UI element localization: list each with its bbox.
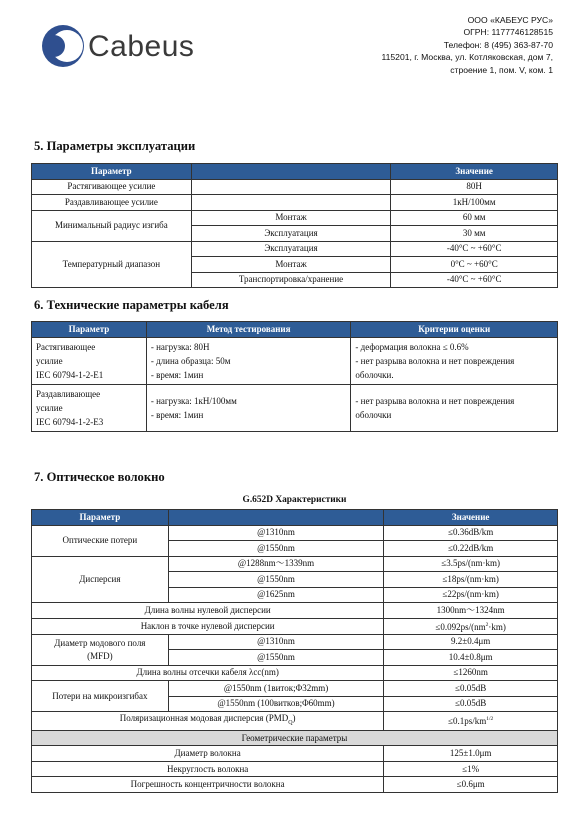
condition-cell: @1310nm xyxy=(168,525,384,541)
condition-cell: Монтаж xyxy=(191,257,391,273)
value-cell: ≤0.36dB/km xyxy=(384,525,558,541)
param-cell: Температурный диапазон xyxy=(32,241,192,288)
header-criteria: Критерии оценки xyxy=(351,322,558,338)
condition-cell: @1310nm xyxy=(168,634,384,650)
table-row xyxy=(32,337,558,384)
value-cell: ≤0.05dB xyxy=(384,681,558,697)
value-cell: 60 мм xyxy=(391,210,558,226)
param-cell: Длина волны отсечки кабеля λcc(nm) xyxy=(32,665,384,681)
param-cell: Потери на микроизгибах xyxy=(32,681,169,712)
condition-cell: @1550nm (100витков;Φ60mm) xyxy=(168,696,384,712)
table-row xyxy=(32,712,558,731)
header-value: Значение xyxy=(391,164,558,180)
value-cell: 9.2±0.4μm xyxy=(384,634,558,650)
value-cell: ≤0.22dB/km xyxy=(384,541,558,557)
optical-fiber-table xyxy=(31,509,558,793)
param-cell: Дисперсия xyxy=(32,556,169,603)
value-cell: 30 мм xyxy=(391,226,558,242)
table-row xyxy=(32,730,558,746)
value-cell: 0°С ~ +60°С xyxy=(391,257,558,273)
table-row xyxy=(32,210,558,226)
param-cell: Некруглость волокна xyxy=(32,761,384,777)
param-cell: Оптические потери xyxy=(32,525,169,556)
header-param: Параметр xyxy=(32,322,147,338)
value-cell: $\le 0.1ps/km^{1/2}$ xyxy=(384,712,558,731)
header-method: Метод тестирования xyxy=(146,322,351,338)
value-cell: $\le 0.092ps/(nm^2\cdot km)$ xyxy=(384,618,558,634)
value-cell: ≤3.5ps/(nm·km) xyxy=(384,556,558,572)
table-caption: G.652D Характеристики xyxy=(242,495,347,505)
table-row xyxy=(32,681,558,697)
criteria-cell: - нет разрыва волокна и нет повреждения оболочки xyxy=(351,384,558,431)
value-cell: 1кН/100мм xyxy=(391,195,558,211)
value-cell: ≤18ps/(nm·km) xyxy=(384,572,558,588)
value-cell: 125±1.0μm xyxy=(384,746,558,762)
section-5-title: 5. Параметры эксплуатации xyxy=(34,139,196,153)
method-cell: - нагрузка: 1кН/100мм - время: 1мин xyxy=(146,384,351,431)
value-cell: ≤22ps/(nm·km) xyxy=(384,587,558,603)
company-line: Телефон: 8 (495) 363-87-70 xyxy=(443,39,553,50)
param-cell: Растягивающее усилие xyxy=(32,179,192,195)
value-cell: ≤1260nm xyxy=(384,665,558,681)
company-details xyxy=(381,14,553,76)
header-param: Параметр xyxy=(32,510,169,526)
table-row xyxy=(32,665,558,681)
param-cell: Погрешность концентричности волокна xyxy=(32,777,384,793)
tech-params-table xyxy=(31,321,558,432)
table-row xyxy=(32,241,558,257)
value-cell: 1300nm～1324nm xyxy=(384,603,558,619)
value-cell: ≤1% xyxy=(384,761,558,777)
condition-cell: @1550nm xyxy=(168,572,384,588)
table-row xyxy=(32,761,558,777)
criteria-cell: - деформация волокна ≤ 0.6% - нет разрыва волокна и нет повреждения оболочки. xyxy=(351,337,558,384)
condition-cell: @1550nm (1виток;Φ32mm) xyxy=(168,681,384,697)
value-cell: -40°С ~ +60°С xyxy=(391,241,558,257)
value-cell: ≤0.6μm xyxy=(384,777,558,793)
condition-cell: @1550nm xyxy=(168,541,384,557)
param-cell: Длина волны нулевой дисперсии xyxy=(32,603,384,619)
value-cell: 80Н xyxy=(391,179,558,195)
table-row xyxy=(32,179,558,195)
section-6-title: 6. Технические параметры кабеля xyxy=(34,298,229,312)
operation-params-table xyxy=(31,163,558,288)
method-cell: - нагрузка: 80Н - длина образца: 50м - время: 1мин xyxy=(146,337,351,384)
table-row xyxy=(32,384,558,431)
param-cell: Раздавливающее усилие xyxy=(32,195,192,211)
company-line: ОГРН: 1177746128515 xyxy=(463,27,553,38)
param-cell: Диаметр модового поля (MFD) xyxy=(32,634,169,665)
condition-cell: Эксплуатация xyxy=(191,241,391,257)
header-value: Значение xyxy=(384,510,558,526)
condition-cell: Монтаж xyxy=(191,210,391,226)
company-line: строение 1, пом. V, ком. 1 xyxy=(450,64,553,75)
table-row xyxy=(32,603,558,619)
param-cell: Поляризационная модовая дисперсия $(PMD_Q)$ xyxy=(32,712,384,731)
condition-cell: Транспортировка/хранение xyxy=(191,272,391,288)
param-cell: Растягивающее усилие IEC 60794-1-2-E1 xyxy=(32,337,147,384)
condition-cell: @1625nm xyxy=(168,587,384,603)
value-cell: ≤0.05dB xyxy=(384,696,558,712)
company-line: ООО «КАБЕУС РУС» xyxy=(467,15,553,25)
table-row xyxy=(32,195,558,211)
table-row xyxy=(32,618,558,634)
section-7-title: 7. Оптическое волокно xyxy=(34,470,165,484)
table-row xyxy=(32,634,558,650)
param-cell: Наклон в точке нулевой дисперсии xyxy=(32,618,384,634)
table-row xyxy=(32,777,558,793)
param-cell: Раздавливающее усилие IEC 60794-1-2-E3 xyxy=(32,384,147,431)
condition-cell: @1550nm xyxy=(168,650,384,666)
brand-name: Cabeus xyxy=(88,30,195,63)
param-cell: Минимальный радиус изгиба xyxy=(32,210,192,241)
table-row xyxy=(32,746,558,762)
company-line: 115201, г. Москва, ул. Котляковская, дом 7, xyxy=(381,52,553,63)
value-cell: -40°С ~ +60°С xyxy=(391,272,558,288)
table-row xyxy=(32,556,558,572)
geometric-section-header: Геометрические параметры xyxy=(32,730,558,746)
param-cell: Диаметр волокна xyxy=(32,746,384,762)
condition-cell: @1288nm～1339nm xyxy=(168,556,384,572)
value-cell: 10.4±0.8μm xyxy=(384,650,558,666)
table-row xyxy=(32,525,558,541)
condition-cell: Эксплуатация xyxy=(191,226,391,242)
header-param: Параметр xyxy=(32,164,192,180)
